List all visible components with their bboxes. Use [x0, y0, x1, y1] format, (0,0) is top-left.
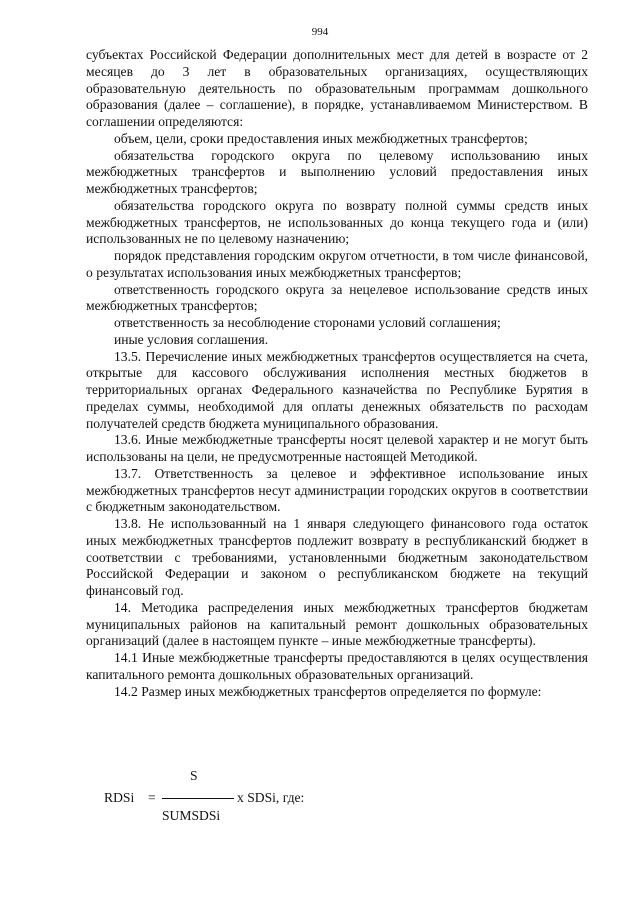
paragraph: обязательства городского округа по целевому использованию иных межбюджетных трансфертов и выполнению условий предоставления иных межбюджетных трансфертов; — [86, 147, 588, 196]
paragraph: обязательства городского округа по возврату полной суммы средств иных межбюджетных трансфертов, не использованных до конца текущего года и (или) использованных не по целевому назначению; — [86, 197, 588, 247]
paragraph: 14.1 Иные межбюджетные трансферты предоставляются в целях осуществления капитального ремонта дошкольных образовательных организаций. — [86, 650, 588, 682]
paragraph: 13.6. Иные межбюджетные трансферты носят целевой характер и не могут быть использованы на цели, не предусмотренные настоящей Методикой. — [86, 432, 588, 464]
formula-lhs: RDSi — [104, 790, 135, 805]
fraction-bar — [162, 798, 234, 799]
paragraph: 14. Методика распределения иных межбюджетных трансфертов бюджетам муниципальных районов на капитальный ремонт дошкольных образовательных организаций (далее в настоящем пункте – иные межбюджетные трансферты). — [86, 599, 588, 649]
formula-denominator: SUMSDSi — [162, 808, 221, 823]
document-body — [86, 47, 588, 700]
formula — [104, 768, 404, 828]
paragraph: иные условия соглашения. — [114, 331, 269, 347]
paragraph: субъектах Российской Федерации дополнительных мест для детей в возрасте от 2 месяцев до 3 лет в образовательных организациях, осуществляющих образовательную деятельность по образовательным программам дошкольного образования (далее – соглашение), в порядке, устанавливаемом Министерством. В соглашении определяются: — [86, 47, 588, 129]
paragraph: ответственность городского округа за нецелевое использование средств иных межбюджетных трансфертов; — [86, 281, 588, 314]
page-number: 994 — [311, 26, 329, 38]
formula-rhs: x SDSi, где: — [237, 790, 305, 805]
paragraph: 13.7. Ответственность за целевое и эффективное использование иных межбюджетных трансфертов несут администрации городских округов в соответствии с бюджетным законодательством. — [86, 465, 588, 515]
paragraph: 13.5. Перечисление иных межбюджетных трансфертов осуществляется на счета, открытые для кассового обслуживания исполнения местных бюджетов в территориальных органах Федерального казначейства по Республике Бурятия в пределах суммы, необходимой для оплаты денежных обязательств по расходам получателей средств бюджета муниципального образования. — [86, 348, 588, 431]
paragraph: 14.2 Размер иных межбюджетных трансфертов определяется по формуле: — [114, 683, 542, 699]
paragraph: ответственность за несоблюдение сторонами условий соглашения; — [114, 315, 501, 330]
paragraph: 13.8. Не использованный на 1 января следующего финансового года остаток иных межбюджетных трансфертов подлежит возврату в республиканский бюджет в соответствии с требованиями, установленными бюджетным законодательством Российской Федерации и законом о республиканском бюджете на текущий финансовый год. — [86, 516, 588, 598]
paragraph: объем, цели, сроки предоставления иных межбюджетных трансфертов; — [114, 130, 528, 146]
formula-equals: = — [148, 790, 156, 805]
formula-numerator: S — [190, 768, 198, 783]
paragraph: порядок представления городским округом отчетности, в том числе финансовой, о результатах использования иных межбюджетных трансфертов; — [86, 248, 588, 280]
